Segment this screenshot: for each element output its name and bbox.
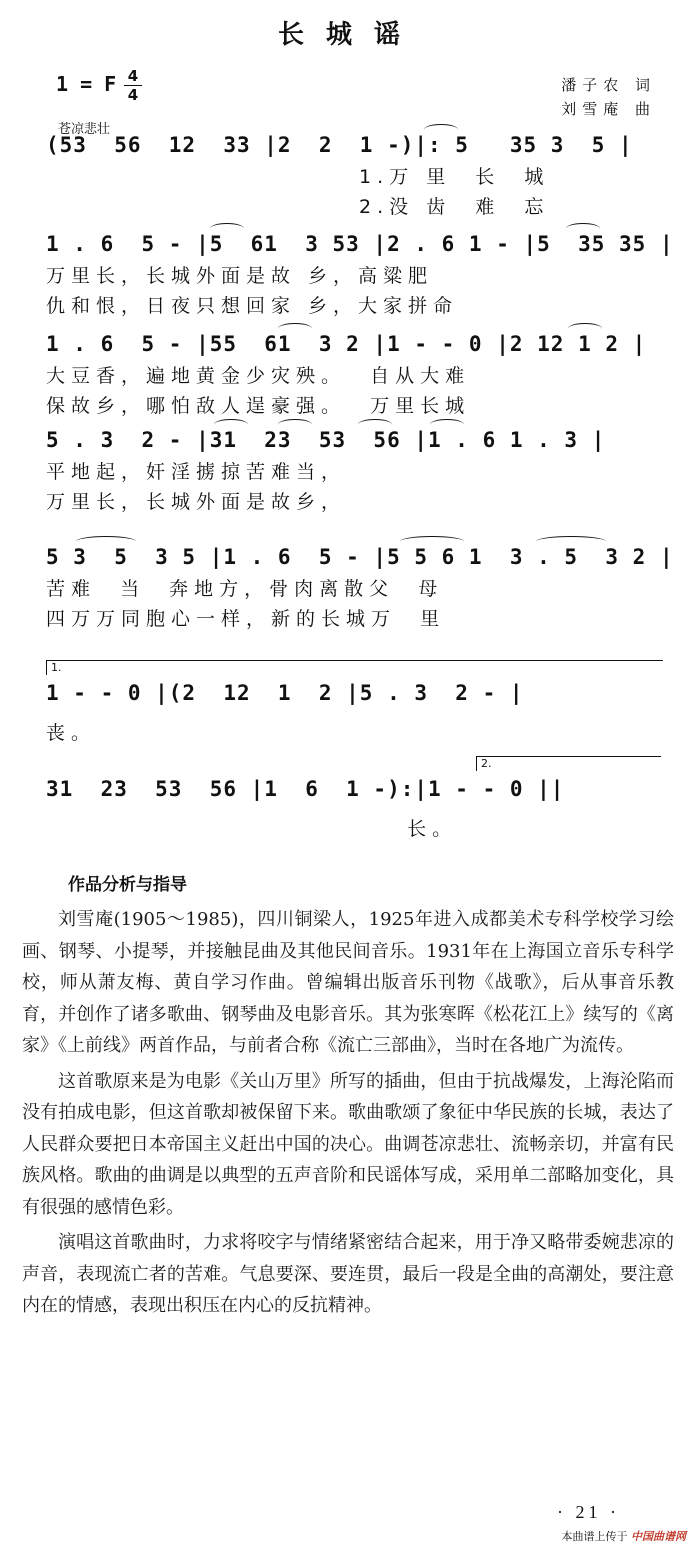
time-signature <box>124 68 142 103</box>
notation-row: 1 . 6 5 - |5 61 3 53 |2 . 6 1 - |5 35 35 | <box>46 232 674 256</box>
lyrics-verse-1: 苦难 当 奔地方，骨肉离散父 母 <box>46 578 444 600</box>
score-system-2 <box>46 227 674 321</box>
meter-top: 4 <box>127 67 139 85</box>
key-signature: 1 = F <box>56 72 117 96</box>
page-number: · 21 · <box>557 1502 620 1522</box>
lyrics-verse-1: 1.万 里 长 城 <box>46 166 550 188</box>
lyrics-verse-1: 平地起，奸淫掳掠苦难当， <box>46 461 347 483</box>
lyrics-verse-1: 长。 <box>46 818 458 840</box>
lyricist-credit: 潘子农 词 <box>561 76 656 94</box>
analysis-heading: 作品分析与指导 <box>68 875 187 895</box>
lyrics-verse-1: 万里长，长城外面是故 乡，高粱肥 <box>46 265 434 287</box>
notation-row: 5 . 3 2 - |31 23 53 56 |1 . 6 1 . 3 | <box>46 428 606 452</box>
footer-prefix: 本曲谱上传于 <box>561 1530 628 1543</box>
composer-credit: 刘雪庵 曲 <box>561 100 656 118</box>
lyrics-verse-2: 万里长，长城外面是故乡， <box>46 491 347 513</box>
score-system-3 <box>46 327 660 421</box>
score-system-1 <box>46 128 660 222</box>
song-title: 长城谣 <box>277 20 422 50</box>
score-system-6 <box>46 661 660 748</box>
second-ending-bracket: 2. <box>476 756 661 771</box>
meter-bottom: 4 <box>127 86 139 104</box>
footer-brand: 中国曲谱网 <box>631 1530 686 1543</box>
first-ending-bracket: 1. <box>46 660 663 675</box>
score-system-5 <box>46 540 674 634</box>
notation-row: (53 56 12 33 |2 2 1 -)|: 5 35 3 5 | <box>46 133 633 157</box>
analysis-paragraph: 演唱这首歌曲时，力求将咬字与情绪紧密结合起来，用于净又略带委婉悲凉的声音，表现流亡者的苦难。气息要深、要连贯，最后一段是全曲的高潮处，要注意内在的情感，表现出积压在内心的反抗精神。 <box>22 1232 674 1316</box>
mood-marking: 苍凉悲壮 <box>58 122 111 137</box>
analysis-paragraph: 刘雪庵(1905～1985)，四川铜梁人，1925年进入成都美术专科学校学习绘画、钢琴、小提琴，并接触昆曲及其他民间音乐。1931年在上海国立音乐专科学校，师从萧友梅、黄自学习作曲。曾编辑出版音乐刊物《战歌》，后从事音乐教育，并创作了诸多歌曲、钢琴曲及电影音乐。其为张寒晖《松花江上》续写的《离家》《上前线》两首作品，与前者合称《流亡三部曲》，当时在各地广为流传。 <box>22 909 674 1056</box>
lyrics-verse-2: 四万万同胞心一样，新的长城万 里 <box>46 608 446 630</box>
score-system-4 <box>46 423 660 517</box>
lyrics-verse-1: 大豆香，遍地黄金少灾殃。 自从大难 <box>46 365 471 387</box>
notation-row: 31 23 53 56 |1 6 1 -):|1 - - 0 || <box>46 777 565 801</box>
analysis-body <box>22 904 674 1322</box>
footer-watermark <box>562 1528 687 1544</box>
notation-row: 1 . 6 5 - |55 61 3 2 |1 - - 0 |2 12 1 2 | <box>46 332 647 356</box>
analysis-paragraph: 这首歌原来是为电影《关山万里》所写的插曲，但由于抗战爆发，上海沦陷而没有拍成电影，但这首歌却被保留下来。歌曲歌颂了象征中华民族的长城，表达了人民群众要把日本帝国主义赶出中国的决心。曲调苍凉悲壮、流畅亲切，并富有民族风格。歌曲的曲调是以典型的五声音阶和民谣体写成，采用单二部略加变化，具有很强的感情色彩。 <box>22 1070 674 1218</box>
score-system-7 <box>46 757 660 844</box>
lyrics-verse-2: 仇和恨，日夜只想回家 乡，大家拼命 <box>46 295 459 317</box>
lyrics-verse-2: 保故乡，哪怕敌人逞豪强。 万里长城 <box>46 395 471 417</box>
notation-row: 1 - - 0 |(2 12 1 2 |5 . 3 2 - | <box>46 681 524 705</box>
notation-row: 5 3 5 3 5 |1 . 6 5 - |5 5 6 1 3 . 5 3 2 | <box>46 545 674 569</box>
lyrics-verse-2: 2.没 齿 难 忘 <box>46 196 550 218</box>
lyrics-verse-1: 丧。 <box>46 722 97 744</box>
